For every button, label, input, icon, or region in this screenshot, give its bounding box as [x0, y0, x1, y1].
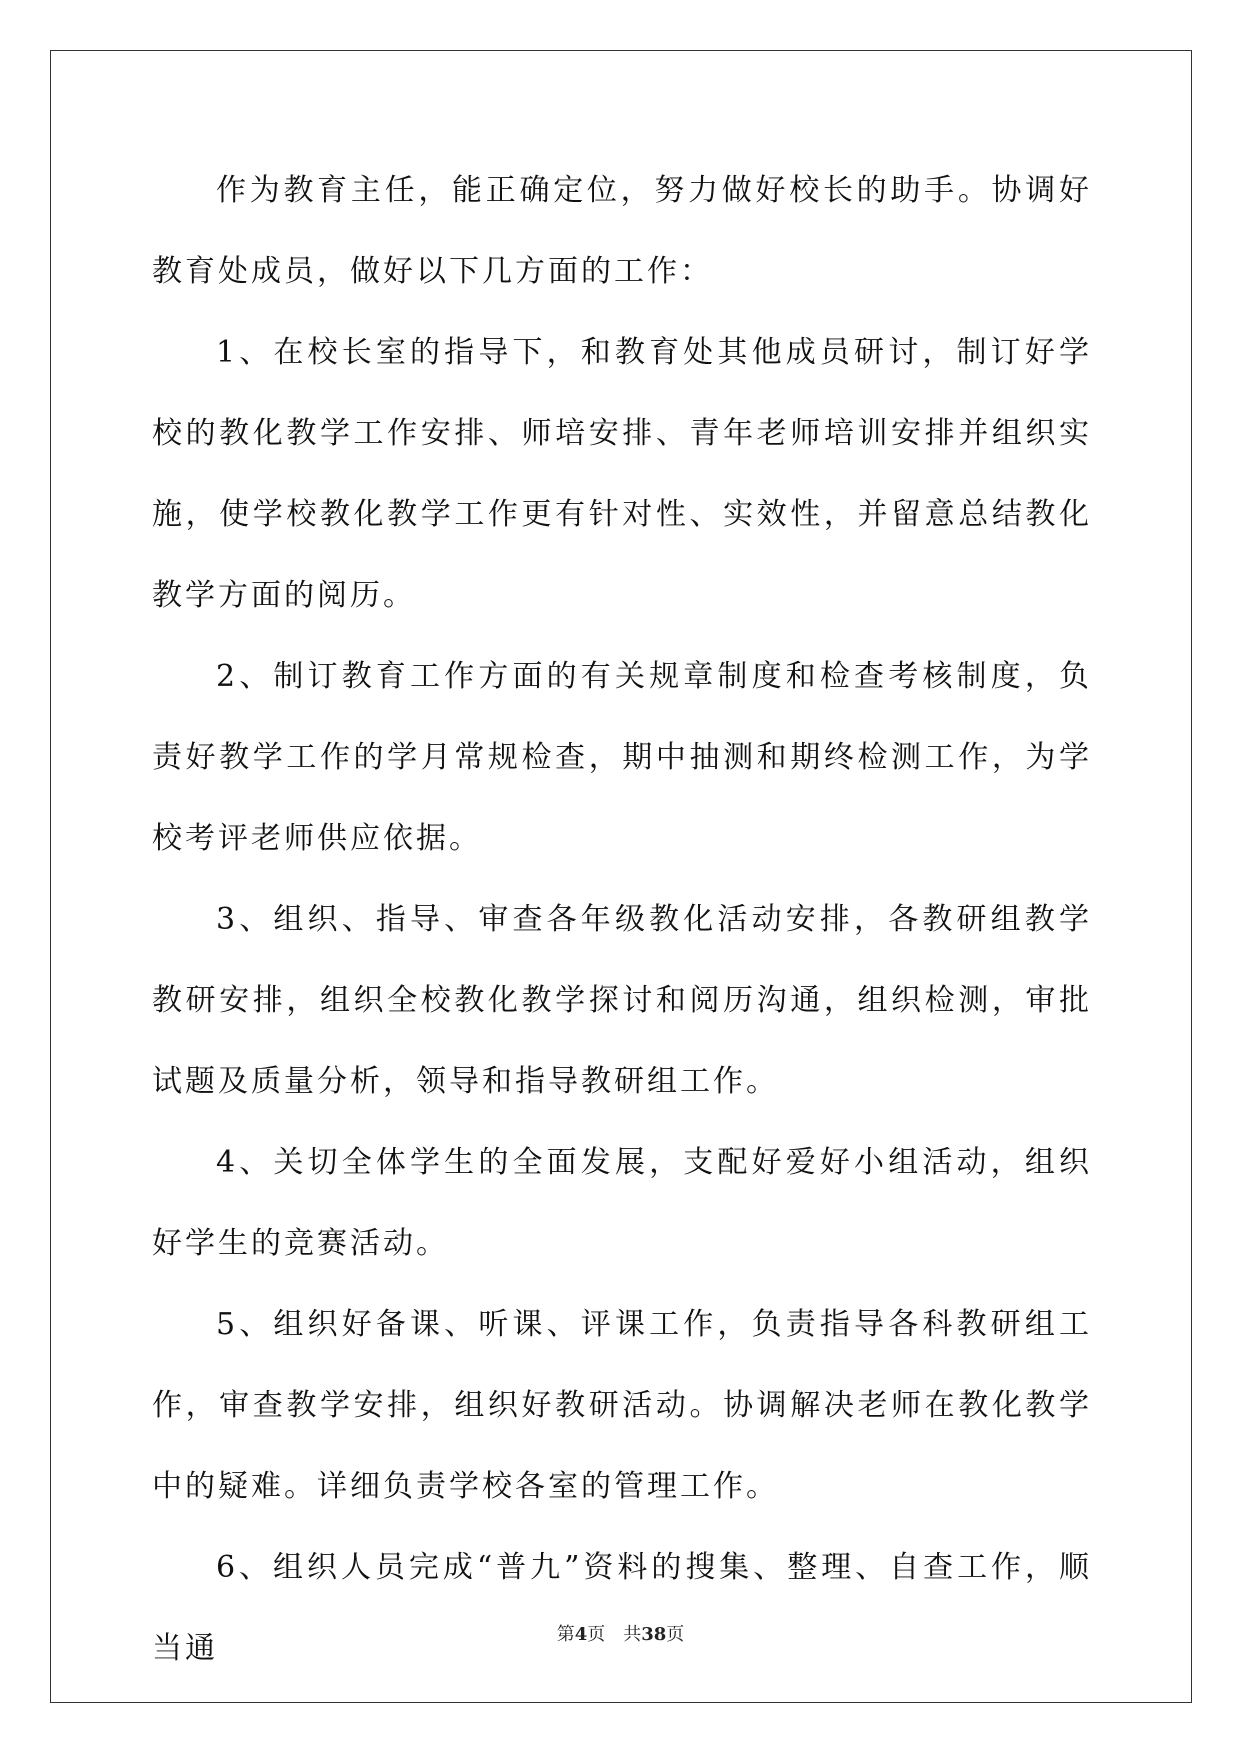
footer-total-pages: 38: [641, 1624, 667, 1645]
paragraph-intro: 作为教育主任，能正确定位，努力做好校长的助手。协调好教育处成员，做好以下几方面的工作：: [152, 173, 1092, 289]
page-footer: [0, 1620, 1241, 1646]
footer-total-prefix: 共: [623, 1624, 642, 1645]
paragraph-item-4: 4、关切全体学生的全面发展，支配好爱好小组活动，组织好学生的竞赛活动。: [152, 1145, 1092, 1261]
paragraph-item-3: 3、组织、指导、审查各年级教化活动安排，各教研组教学教研安排，组织全校教化教学探讨和阅历沟通，组织检测，审批试题及质量分析，领导和指导教研组工作。: [152, 902, 1092, 1099]
paragraph-item-6: 6、组织人员完成“普九”资料的搜集、整理、自查工作，顺当通: [152, 1550, 1092, 1666]
footer-page-prefix: 第: [556, 1624, 575, 1645]
document-body: [152, 150, 1092, 1689]
footer-page-number: 4: [574, 1624, 588, 1645]
footer-total-suffix: 页: [666, 1624, 685, 1645]
paragraph-item-2: 2、制订教育工作方面的有关规章制度和检查考核制度，负责好教学工作的学月常规检查，期中抽测和期终检测工作，为学校考评老师供应依据。: [152, 659, 1092, 856]
paragraph-item-5: 5、组织好备课、听课、评课工作，负责指导各科教研组工作，审查教学安排，组织好教研活动。协调解决老师在教化教学中的疑难。详细负责学校各室的管理工作。: [152, 1307, 1092, 1504]
paragraph-item-1: 1、在校长室的指导下，和教育处其他成员研讨，制订好学校的教化教学工作安排、师培安排、青年老师培训安排并组织实施，使学校教化教学工作更有针对性、实效性，并留意总结教化教学方面的阅历。: [152, 335, 1092, 613]
footer-page-suffix: 页: [587, 1624, 606, 1645]
